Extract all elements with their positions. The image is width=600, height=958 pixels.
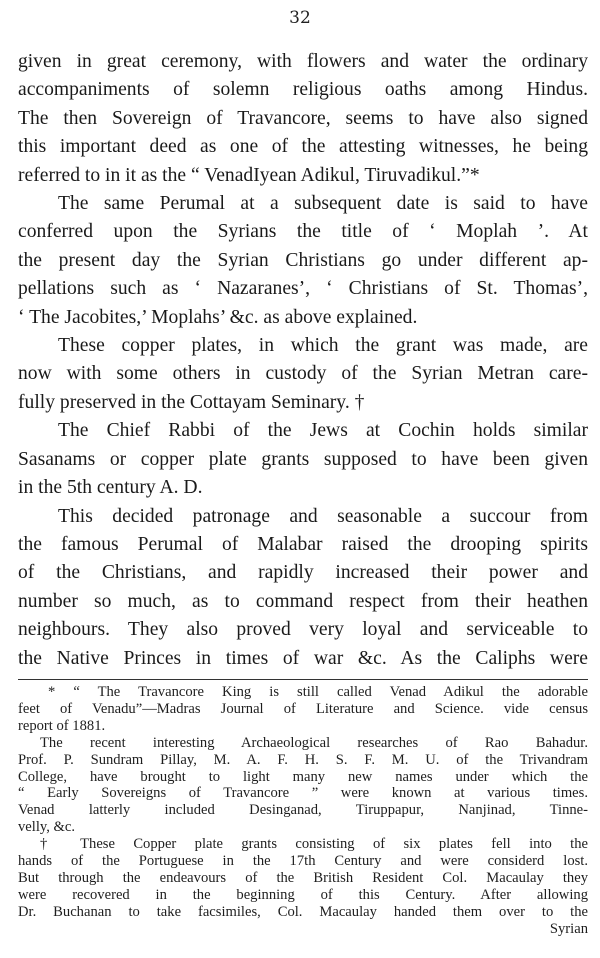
footnote-line: College, have brought to light many new names under which the — [18, 768, 588, 785]
text-line: in the 5th century A. D. — [18, 477, 203, 499]
footnote-catchword: Syrian — [549, 920, 588, 937]
body-text — [18, 48, 588, 673]
footnote-line: “ Early Sovereigns of Travancore ” were known at various times. — [18, 785, 588, 802]
footnote-line: But through the endeavours of the British Resident Col. Macaulay they — [18, 869, 588, 886]
text-line: the famous Perumal of Malabar raised the drooping spirits — [18, 533, 588, 555]
footnotes — [18, 684, 588, 938]
text-line: This decided patronage and seasonable a succour from — [58, 505, 588, 527]
text-line: accompaniments of solemn religious oaths among Hindus. — [18, 79, 588, 101]
text-line: of the Christians, and rapidly increased their power and — [18, 562, 588, 584]
text-line: conferred upon the Syrians the title of ‘ Moplah ’. At — [18, 221, 588, 243]
text-line: this important deed as one of the attesting witnesses, he being — [18, 136, 588, 158]
footnote-divider — [18, 679, 588, 680]
paragraph-2 — [18, 190, 588, 332]
text-line: Sasanams or copper plate grants supposed to have been given — [18, 448, 588, 470]
footnote-line: velly, &c. — [18, 819, 76, 836]
footnote-line: † These Copper plate grants consisting of six plates fell into the — [40, 836, 588, 853]
footnote-line: were recovered in the beginning of this Century. After allowing — [18, 886, 588, 903]
footnote-line: Dr. Buchanan to take facsimiles, Col. Macaulay handed them over to the — [18, 903, 588, 920]
paragraph-3 — [18, 332, 588, 417]
text-line: The same Perumal at a subsequent date is said to have — [58, 193, 588, 215]
page-number: 32 — [289, 8, 311, 28]
footnote-line: hands of the Portuguese in the 17th Century and were considerd lost. — [18, 853, 588, 870]
text-line: The then Sovereign of Travancore, seems to have also signed — [18, 107, 588, 129]
footnote-line: Prof. P. Sundram Pillay, M. A. F. H. S. F. M. U. of the Trivandram — [18, 751, 588, 768]
paragraph-4 — [18, 417, 588, 502]
footnote-line: The recent interesting Archaeological researches of Rao Bahadur. — [40, 734, 588, 751]
text-line: pellations such as ‘ Nazaranes’, ‘ Christians of St. Thomas’, — [18, 278, 588, 300]
footnote-line: feet of Venadu”—Madras Journal of Literature and Science. vide census — [18, 700, 588, 717]
text-line: the present day the Syrian Christians go under different ap- — [18, 249, 588, 271]
footnote-line: * “ The Travancore King is still called Venad Adikul the adorable — [48, 684, 588, 700]
text-line: These copper plates, in which the grant was made, are — [58, 335, 588, 357]
text-line: given in great ceremony, with flowers and water the ordinary — [18, 51, 588, 72]
text-line: number so much, as to command respect from their heathen — [18, 590, 588, 612]
text-line: now with some others in custody of the Syrian Metran care- — [18, 363, 588, 385]
paragraph-1 — [18, 48, 588, 190]
text-line: ‘ The Jacobites,’ Moplahs’ &c. as above explained. — [18, 306, 418, 328]
footnote-line: report of 1881. — [18, 717, 106, 734]
text-line: referred to in it as the “ VenadIyean Adikul, Tiruvadikul.”* — [18, 164, 480, 186]
text-line: fully preserved in the Cottayam Seminary. † — [18, 391, 365, 413]
text-line: The Chief Rabbi of the Jews at Cochin holds similar — [58, 420, 588, 442]
footnote-line: Venad latterly included Desinganad, Tiruppapur, Nanjinad, Tinne- — [18, 802, 588, 819]
text-line: the Native Princes in times of war &c. As the Caliphs were — [18, 647, 588, 669]
text-line: neighbours. They also proved very loyal and serviceable to — [18, 619, 588, 641]
paragraph-5 — [18, 503, 588, 673]
